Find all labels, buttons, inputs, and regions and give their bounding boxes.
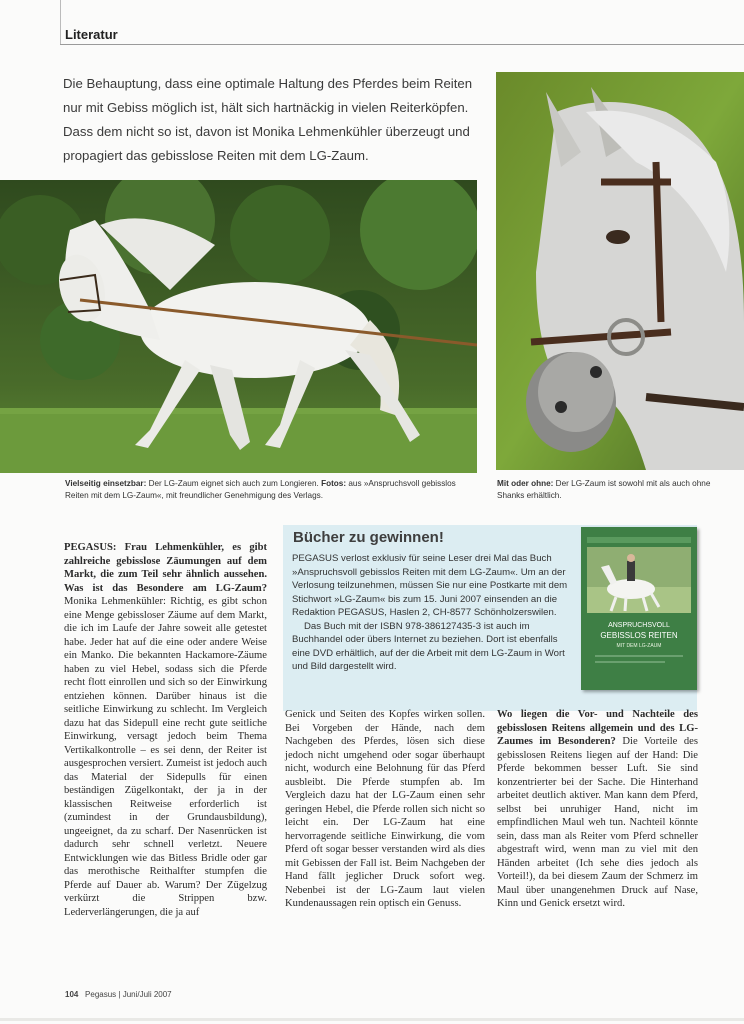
caption-text: Der LG-Zaum eignet sich auch zum Longieren. [146, 479, 322, 488]
caption-lead: Vielseitig einsetzbar: [65, 479, 147, 488]
giveaway-paragraph: PEGASUS verlost exklusiv für seine Leser drei Mal das Buch »Anspruchsvoll gebisslos Reiten mit dem LG-Zaum«. Um an der Verlosung teilzunehmen, müssen Sie nur eine Postkarte mit dem Stichwort »LG-Zaum« bis zum 15. Juni 2007 einsenden an die Redaktion PEGASUS, Haslen 2, CH-8577 Schönholzerswilen. [292, 553, 568, 618]
interview-question: Wo liegen die Vor- und Nachteile des gebisslosen Reitens allgemein und des LG-Zaumes im Besonderen? [497, 709, 698, 747]
giveaway-title: Bücher zu gewinnen! [293, 529, 444, 546]
giveaway-text [292, 552, 577, 674]
interview-answer: Die Vorteile des gebisslosen Reitens liegen auf der Hand: Die Pferde bekommen besser Luft. Sie sind konzentrierter bei der Sache. Die Hinterhand arbeitet deutlich aktiver. Man kann dem Pferd, selbst bei unruhiger Hand, nicht im empfindlichen Maul weh tun. Nachteil könnte sein, dass man als Reiter vom Pferd schneller abgestraft wird, wenn man zu viel mit den Händen arbeitet (Ich sehe dies jedoch als Vorteil!), da bei diesem Zaum der Schmerz im Maul über unangenehmen Druck auf Nase, Kinn und Genick ersetzt wird. [497, 736, 698, 909]
header-rule [60, 44, 744, 45]
photo-caption-right [497, 478, 715, 502]
interview-answer: Monika Lehmenkühler: Richtig, es gibt schon eine Menge gebissloser Zäume auf dem Markt, die ich im Laufe der Jahre soweit alle getestet habe. Jeder hat auf die eine oder andere Weise ein Manko. Die bekannten Hackamore-Zäume haben zu viel Hebel, sodass sich die Pferde recht flott einrollen und sich so der Einwirkung entziehen können. Darüber hinaus ist die seitliche Einwirkung zu schlecht. Im Vergleich dazu hat das Sidepull eine recht gute seitliche Einwirkung, versagt jedoch beim Thema Vertikalkontrolle – es sei denn, der Reiter ist ausgesprochen versiert. Zumeist ist jedoch auch das Material der Sidepulls für einen beständigen Zügelkontakt, der ja in der klassischen Reitweise erforderlich ist (zumindest in der Grundausbildung), ungeeignet, da zu scharf. Der Nasenrücken ist dadurch sehr schnell verletzt. Neuere Entwicklungen wie das Bitless Bridle oder gar das merothische Reithalfter stumpfen die Pferde auf Dauer ab. Warum? Der Zügelzug verkürzt die Strippen bzw. Lederverlängerungen, die ja auf [64, 596, 267, 918]
article-column-3 [497, 708, 698, 911]
book-title-line3: MIT DEM LG-ZAUM [616, 643, 662, 649]
caption-photo-credit-lead: Fotos: [321, 479, 347, 488]
publication-name: Pegasus | Juni/Juli 2007 [85, 990, 172, 999]
horse-lunging-photo [0, 180, 477, 473]
photo-caption-left [65, 478, 475, 502]
caption-text: Der LG-Zaum ist sowohl mit als auch ohne Shanks erhältlich. [497, 479, 711, 500]
article-column-1 [64, 541, 267, 919]
caption-photo-credit: aus »Anspruchsvoll gebisslos Reiten mit dem LG-Zaum«, mit freundlicher Genehmigung des Verlags. [65, 479, 456, 500]
book-title-line2: GEBISSLOS REITEN [600, 631, 678, 640]
horse-head-photo [496, 72, 744, 470]
page-bottom-edge [0, 1018, 744, 1021]
page-number: 104 [65, 990, 79, 999]
margin-rule [60, 0, 61, 45]
intro-paragraph: Die Behauptung, dass eine optimale Haltung des Pferdes beim Reiten nur mit Gebiss möglich ist, hält sich hartnäckig in vielen Reiterköpfen. Dass dem nicht so ist, davon ist Monika Lehmenkühler überzeugt und propagiert das gebisslose Reiten mit dem LG-Zaum. [63, 76, 473, 163]
giveaway-paragraph: Das Buch mit der ISBN 978-386127435-3 ist auch im Buchhandel oder übers Internet zu beziehen. Dort ist ebenfalls eine DVD erhältlich, auf der die Arbeit mit dem LG-Zaum in Wort und Bild dargestellt wird. [292, 620, 565, 672]
section-title: Literatur [65, 27, 118, 42]
page-footer [65, 990, 172, 999]
book-title-line1: ANSPRUCHSVOLL [608, 622, 670, 629]
interview-question: PEGASUS: Frau Lehmenkühler, es gibt zahlreiche gebisslose Zäumungen auf dem Markt, die zum Teil sehr ähnlich aussehen. Was ist das Besondere am LG-Zaum? [64, 542, 267, 594]
caption-lead: Mit oder ohne: [497, 479, 554, 488]
article-column-2: Genick und Seiten des Kopfes wirken sollen. Bei Vorgeben der Hände, nach dem Nachgeben des Pferdes, lösen sich diese jedoch nicht umgehend oder sogar überhaupt nicht, wodurch eine Belohnung für das Pferd ausbleibt. Die Pferde stumpfen ab. Im Vergleich dazu hat der LG-Zaum einen sehr geringen Hebel, die Pferde rollen sich nicht so leicht ein. Der LG-Zaum hat eine hervorragende seitliche Einwirkung, die vom Pferd oft sogar besser verstanden wird als dies mit Gebissen der Fall ist. Beim Nachgeben der Hand fällt jeglicher Druck sofort weg. Nebenbei ist der LG-Zaum laut vielen Kundenaussagen rein optisch ein Genuss. [285, 709, 485, 909]
book-cover-image [581, 527, 697, 690]
